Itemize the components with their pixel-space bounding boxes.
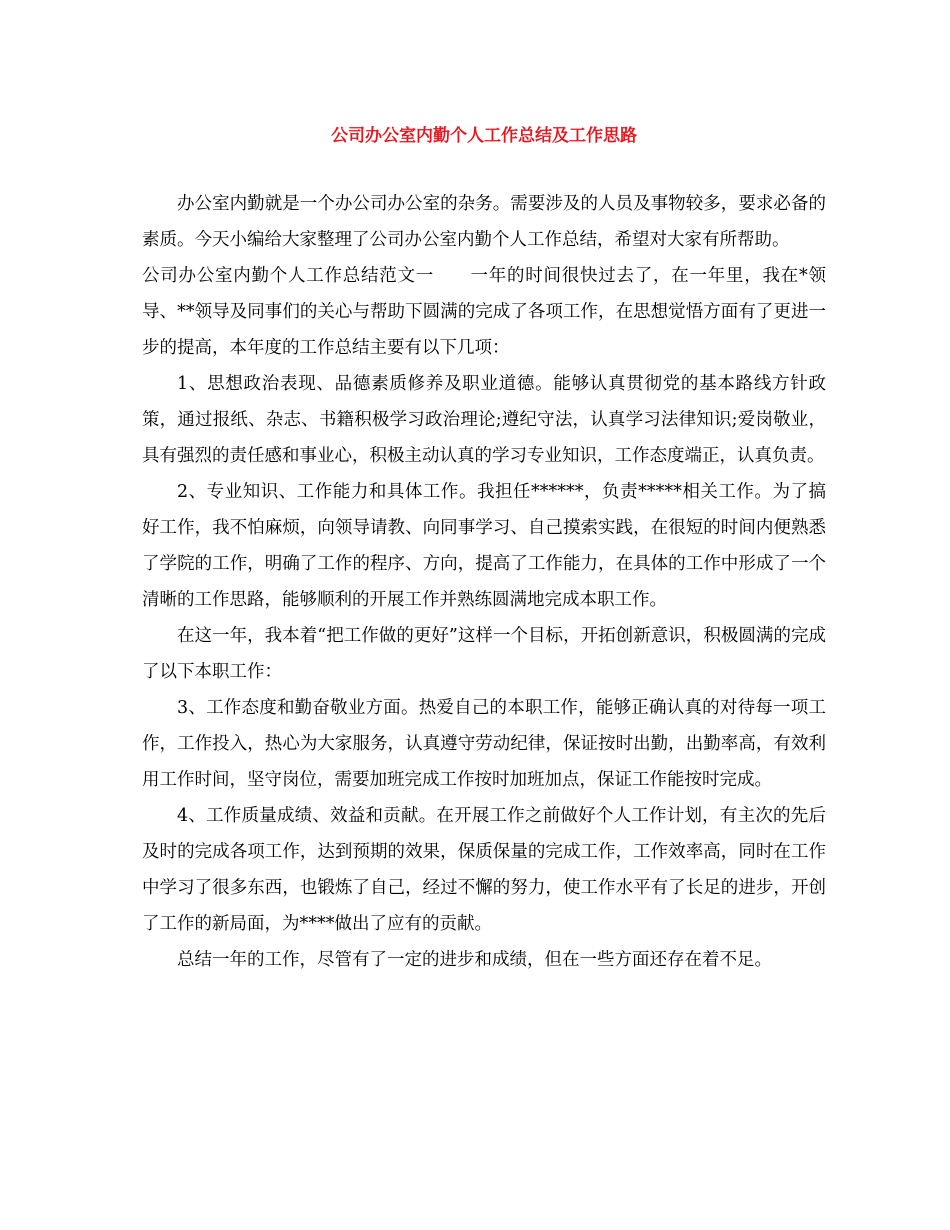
paragraph-transition: 在这一年，我本着“把工作做的更好”这样一个目标，开拓创新意识，积极圆满的完成了以下本职工作：	[142, 626, 826, 682]
document-body	[142, 186, 826, 978]
paragraph-point-2: 2、专业知识、工作能力和具体工作。我担任******，负责*****相关工作。为了搞好工作，我不怕麻烦，向领导请教、向同事学习、自己摸索实践，在很短的时间内便熟悉了学院的工作，明确了工作的程序、方向，提高了工作能力，在具体的工作中形成了一个清晰的工作思路，能够顺利的开展工作并熟练圆满地完成本职工作。	[142, 482, 826, 610]
paragraph-point-1: 1、思想政治表现、品德素质修养及职业道德。能够认真贯彻党的基本路线方针政策，通过报纸、杂志、书籍积极学习政治理论;遵纪守法，认真学习法律知识;爱岗敬业，具有强烈的责任感和事业心，积极主动认真的学习专业知识，工作态度端正，认真负责。	[142, 374, 826, 466]
paragraph-summary: 总结一年的工作，尽管有了一定的进步和成绩，但在一些方面还存在着不足。	[177, 950, 772, 970]
paragraph-intro: 办公室内勤就是一个办公司办公室的杂务。需要涉及的人员及事物较多，要求必备的素质。今天小编给大家整理了公司办公室内勤个人工作总结，希望对大家有所帮助。	[142, 194, 826, 250]
paragraph-point-4: 4、工作质量成绩、效益和贡献。在开展工作之前做好个人工作计划，有主次的先后及时的完成各项工作，达到预期的效果，保质保量的完成工作，工作效率高，同时在工作中学习了很多东西，也锻炼了自己，经过不懈的努力，使工作水平有了长足的进步，开创了工作的新局面，为****做出了应有的贡献。	[142, 806, 826, 934]
paragraph-point-3: 3、工作态度和勤奋敬业方面。热爱自己的本职工作，能够正确认真的对待每一项工作，工作投入，热心为大家服务，认真遵守劳动纪律，保证按时出勤，出勤率高，有效利用工作时间，坚守岗位，需要加班完成工作按时加班加点，保证工作能按时完成。	[142, 698, 826, 790]
paragraph-sample-heading: 公司办公室内勤个人工作总结范文一 一年的时间很快过去了，在一年里，我在*领导、**领导及同事们的关心与帮助下圆满的完成了各项工作，在思想觉悟方面有了更进一步的提高，本年度的工作总结主要有以下几项：	[142, 266, 826, 358]
document-page	[142, 0, 826, 1230]
document-title: 公司办公室内勤个人工作总结及工作思路	[331, 126, 637, 146]
